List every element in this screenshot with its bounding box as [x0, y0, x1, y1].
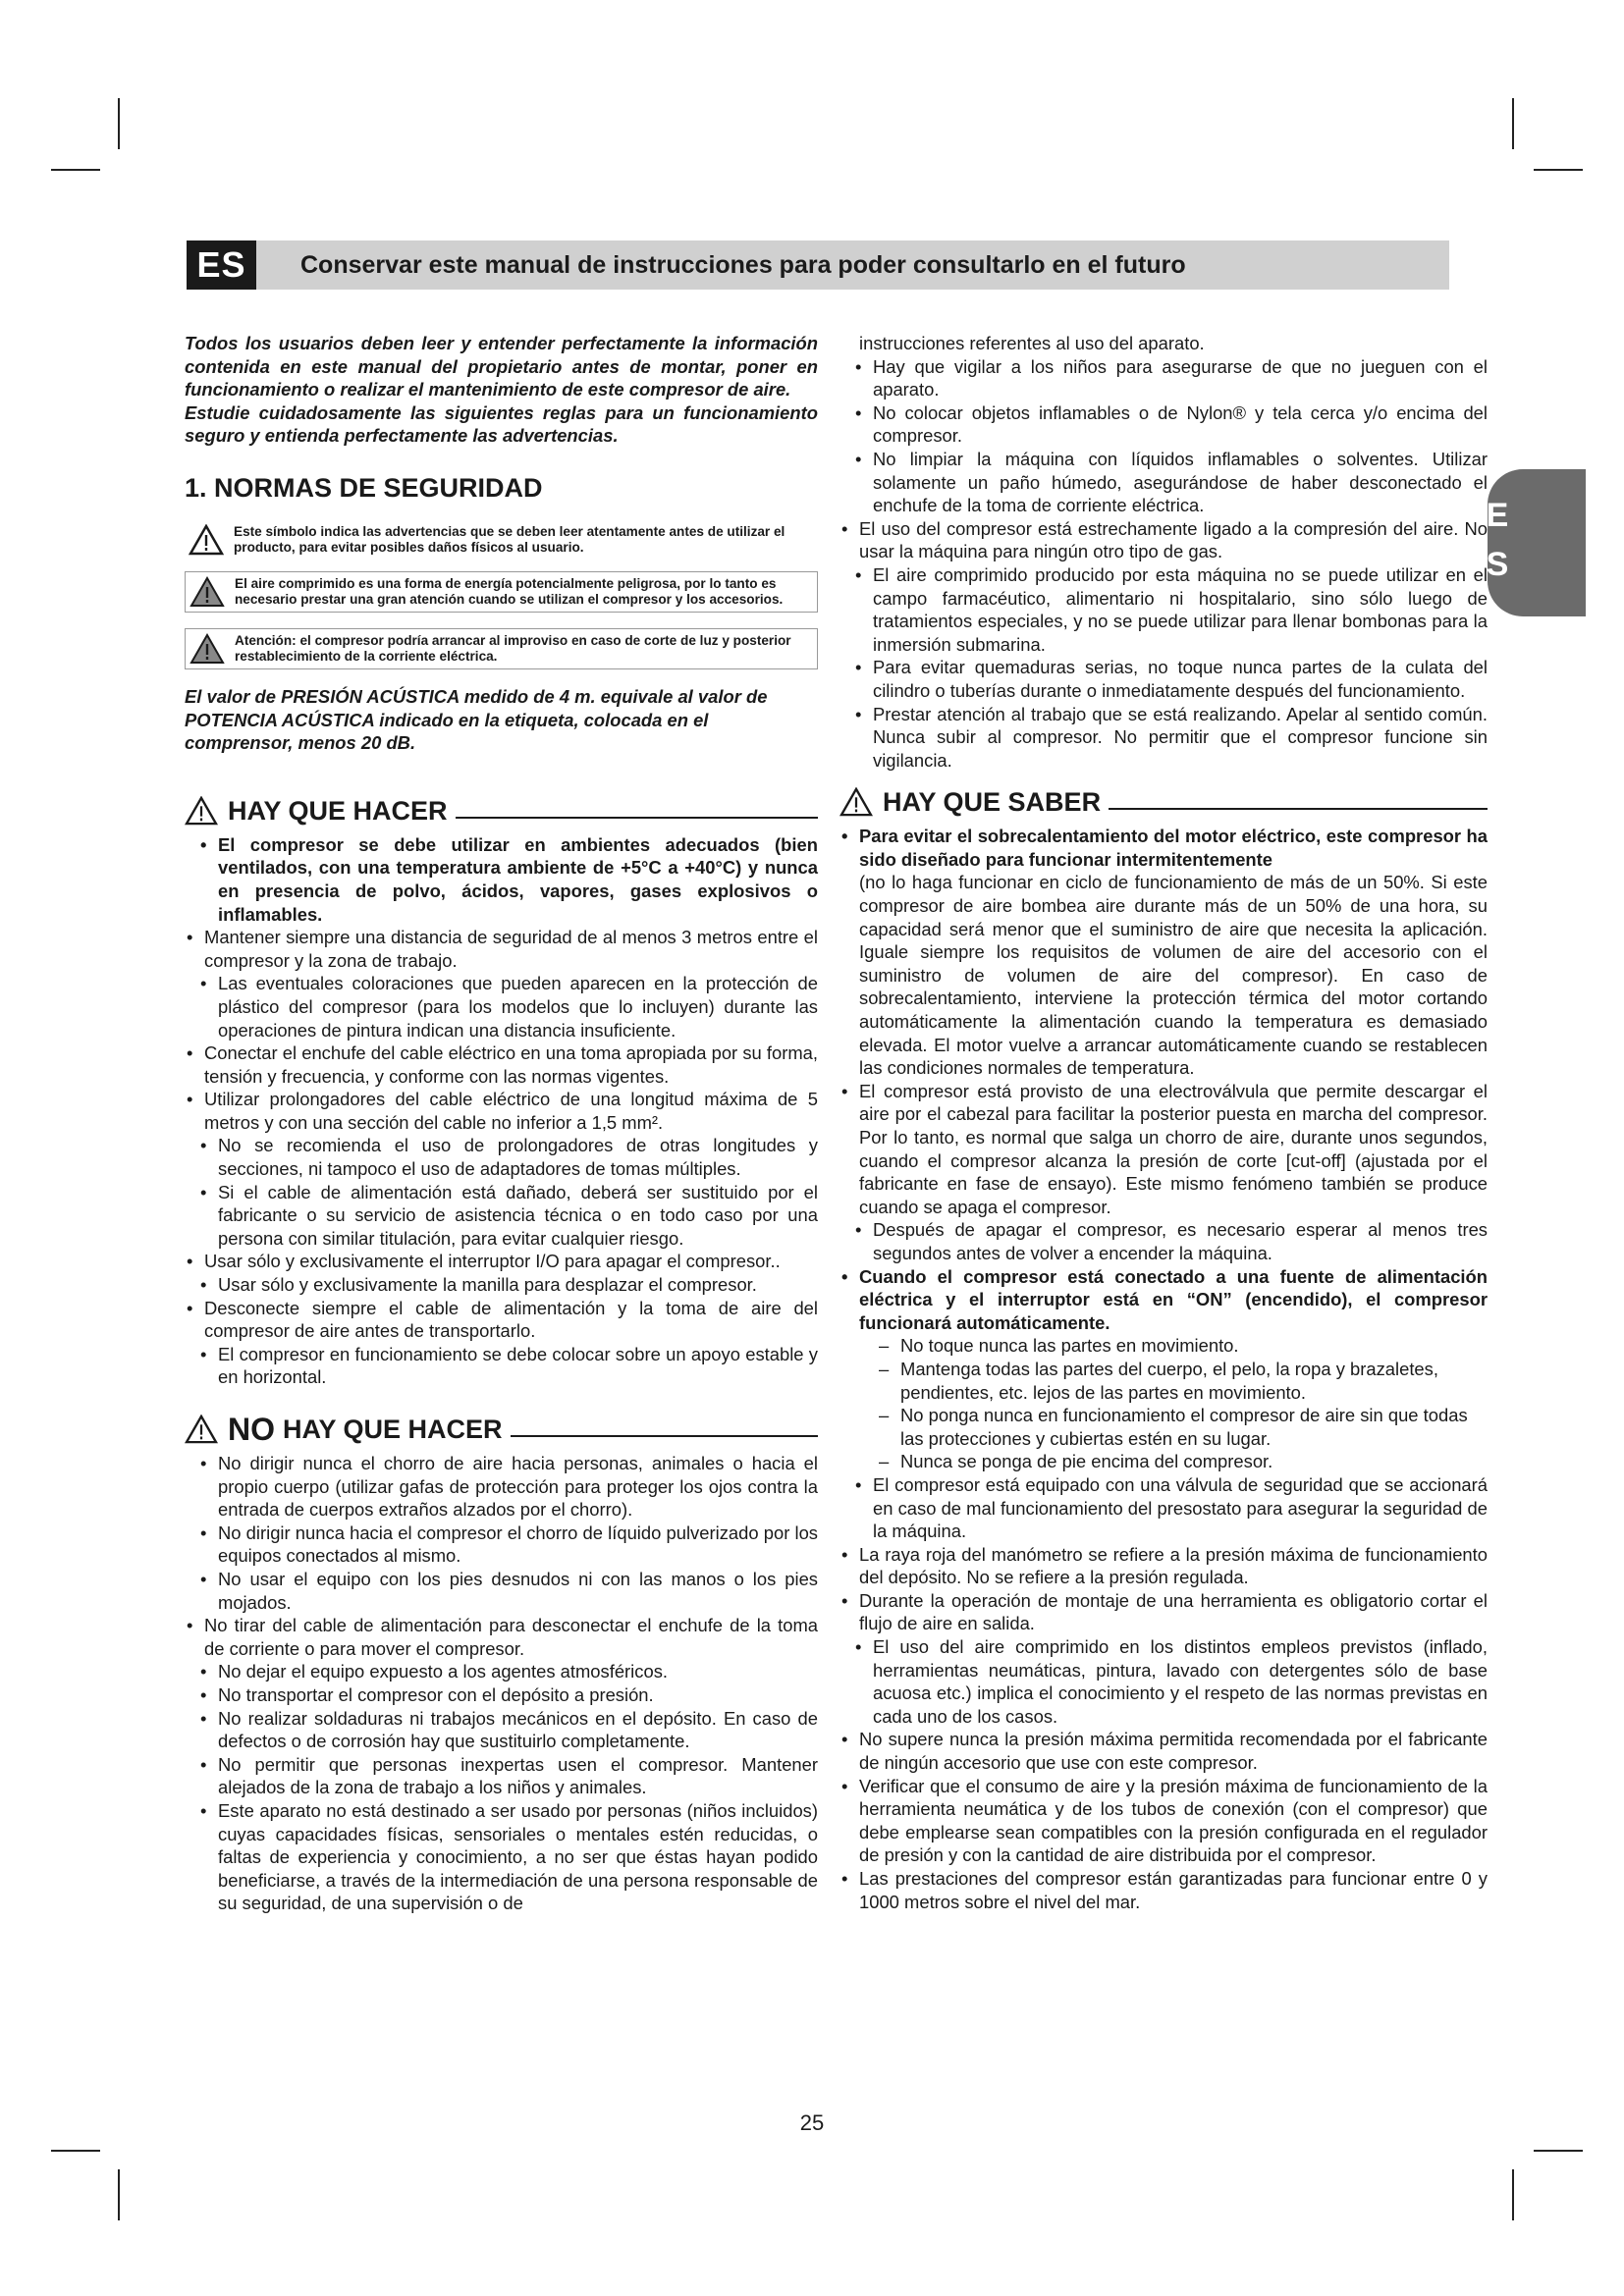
intro-paragraph: Todos los usuarios deben leer y entender perfectamente la información contenida en este manual del propietario antes de montar, poner en funcionamiento o realizar el mantenimiento de este compresor de aire. [185, 333, 818, 400]
section-title: HAY QUE HACER [228, 795, 448, 826]
list-item: • Cuando el compresor está conectado a una fuente de alimentación eléctrica y el interruptor está en “ON” (encendido), el compresor funcionará automáticamente. [839, 1265, 1488, 1335]
do-section-heading [185, 794, 818, 828]
dash-item: – No toque nunca las partes en movimiento. [839, 1334, 1488, 1358]
right-column [839, 332, 1488, 1913]
list-item: • Usar sólo y exclusivamente el interruptor I/O para apagar el compresor.. [185, 1250, 818, 1273]
dash-item: – Nunca se ponga de pie encima del compresor. [839, 1450, 1488, 1473]
list-item: • Prestar atención al trabajo que se está realizando. Apelar al sentido común. Nunca subir al compresor. No permitir que el compresor funcione sin vigilancia. [839, 703, 1488, 773]
list-item: • El compresor se debe utilizar en ambientes adecuados (bien ventilados, con una temperatura ambiente de +5°C a +40°C) y nunca en presencia de polvo, ácidos, vapores, gases explosivos o inflamables. [185, 833, 818, 926]
list-item: • El compresor está equipado con una válvula de seguridad que se accionará en caso de mal funcionamiento del presostato para asegurar la seguridad de la máquina. [839, 1473, 1488, 1543]
language-badge: ES [187, 240, 256, 290]
list-item: • Las prestaciones del compresor están garantizadas para funcionar entre 0 y 1000 metros sobre el nivel del mar. [839, 1867, 1488, 1913]
crop-mark [51, 169, 100, 171]
intro-paragraph: Estudie cuidadosamente las siguientes reglas para un funcionamiento seguro y entienda perfectamente las advertencias. [185, 401, 818, 447]
warning-icon [189, 524, 224, 556]
list-item: • No colocar objetos inflamables o de Nylon® y tela cerca y/o encima del compresor. [839, 401, 1488, 448]
dash-item: – Mantenga todas las partes del cuerpo, el pelo, la ropa y brazaletes, pendientes, etc. lejos de las partes en movimiento. [839, 1358, 1488, 1404]
list-item: • No dirigir nunca hacia el compresor el chorro de líquido pulverizado por los equipos conectados al mismo. [185, 1522, 818, 1568]
warning-icon [185, 1415, 218, 1444]
warning-icon [189, 633, 225, 665]
crop-mark [1512, 98, 1514, 149]
section-title-no: NO [228, 1412, 275, 1447]
list-item: • El uso del compresor está estrechamente ligado a la compresión del aire. No usar la máquina para ningún otro tipo de gas. [839, 517, 1488, 563]
crop-mark [1534, 2150, 1583, 2152]
list-item: • Para evitar quemaduras serias, no toque nunca partes de la culata del cilindro o tuberías durante o inmediatamente después del funcionamiento. [839, 656, 1488, 702]
list-item: • Utilizar prolongadores del cable eléctrico de una longitud máxima de 5 metros y con una sección del cable no inferior a 1,5 mm². [185, 1088, 818, 1134]
list-item: • No supere nunca la presión máxima permitida recomendada por el fabricante de ningún accesorio que use con este compresor. [839, 1728, 1488, 1774]
know-section-heading [839, 785, 1488, 819]
list-item: • Conectar el enchufe del cable eléctrico en una toma apropiada por su forma, tensión y frecuencia, y conforme con las normas vigentes. [185, 1041, 818, 1088]
warning-text: El aire comprimido es una forma de energía potencialmente peligrosa, por lo tanto es necesario prestar una gran atención cuando se utilizan el compresor y los accesorios. [235, 575, 784, 607]
list-item: • Si el cable de alimentación está dañado, deberá ser sustituido por el fabricante o su servicio de asistencia técnica o en todo caso por una persona con similar titulación, para evitar cualquier riesgo. [185, 1181, 818, 1251]
divider [1109, 808, 1488, 810]
list-item: • No transportar el compresor con el depósito a presión. [185, 1683, 818, 1707]
warning-note [185, 571, 818, 613]
list-item: • El compresor en funcionamiento se debe colocar sobre un apoyo estable y en horizontal. [185, 1343, 818, 1389]
list-item: • Desconecte siempre el cable de alimentación y la toma de aire del compresor de aire antes de transportarlo. [185, 1297, 818, 1343]
list-item: • Después de apagar el compresor, es necesario esperar al menos tres segundos antes de volver a encender la máquina. [839, 1218, 1488, 1264]
side-tab-letter: S [1486, 546, 1509, 583]
language-side-tab [1488, 469, 1586, 616]
divider [456, 817, 818, 819]
crop-mark [118, 98, 120, 149]
list-item: • La raya roja del manómetro se refiere a la presión máxima de funcionamiento del depósito. No se refiere a la presión regulada. [839, 1543, 1488, 1589]
header-bar [187, 240, 1449, 290]
list-item: • No usar el equipo con los pies desnudos ni con las manos o los pies mojados. [185, 1568, 818, 1614]
dash-item: – No ponga nunca en funcionamiento el compresor de aire sin que todas las protecciones y cubiertas estén en su lugar. [839, 1404, 1488, 1450]
list-item: • No dejar el equipo expuesto a los agentes atmosféricos. [185, 1660, 818, 1683]
section-title: HAY QUE HACER [283, 1415, 503, 1444]
list-item: • No permitir que personas inexpertas usen el compresor. Mantener alejados de la zona de trabajo a los niños y animales. [185, 1753, 818, 1799]
crop-mark [51, 2150, 100, 2152]
section-title: HAY QUE SABER [883, 787, 1102, 818]
list-item: • El uso del aire comprimido en los distintos empleos previstos (inflado, herramientas neumáticas, pintura, lavado con detergentes sólo de base acuosa etc.) implica el conocimiento y el respeto de las normas previstas en cada uno de los casos. [839, 1635, 1488, 1728]
crop-mark [1512, 2169, 1514, 2220]
list-item: • Verificar que el consumo de aire y la presión máxima de funcionamiento de la herramienta neumática y de los tubos de conexión (con el compresor) que debe emplearse sean compatibles con la presión configurada en el regulador de presión y con la cantidad de aire distribuida por el compresor. [839, 1775, 1488, 1867]
crop-mark [118, 2169, 120, 2220]
list-item: • Para evitar el sobrecalentamiento del motor eléctrico, este compresor ha sido diseñado para funcionar intermitentemente [839, 825, 1488, 871]
page-number: 25 [799, 2110, 825, 2135]
warning-note [185, 524, 818, 556]
list-item: • Este aparato no está destinado a ser usado por personas (niños incluidos) cuyas capacidades físicas, sensoriales o mentales estén reducidas, o faltas de experiencia y conocimiento, a no ser que éstas hayan podido beneficiarse, a través de la intermediación de una persona responsable de su seguridad, de una supervisión o de [185, 1799, 818, 1915]
warning-note [185, 628, 818, 669]
list-item: • No dirigir nunca el chorro de aire hacia personas, animales o hacia el propio cuerpo (utilizar gafas de protección para proteger los ojos contra la entrada de cuerpos extraños alzados por el chorro). [185, 1452, 818, 1522]
list-item: • Mantener siempre una distancia de seguridad de al menos 3 metros entre el compresor y la zona de trabajo. [185, 926, 818, 972]
warning-icon [189, 576, 225, 608]
list-item: • No limpiar la máquina con líquidos inflamables o solventes. Utilizar solamente un paño húmedo, asegurándose de haber desconectado el enchufe de la toma de corriente eléctrica. [839, 448, 1488, 517]
paragraph: (no lo haga funcionar en ciclo de funcionamiento de más de un 50%. Si este compresor de aire bombea aire durante más de un 50% de una hora, su capacidad será menor que el suministro de aire que necesita la aplicación. Iguale siempre los requisitos de volumen de aire del accesorio con el suministro de volumen de aire del compresor). En caso de sobrecalentamiento, interviene la protección térmica del motor cortando automáticamente la alimentación cuando la temperatura es demasiado elevada. El motor vuelve a arrancar automáticamente cuando se restablecen las condiciones normales de temperatura. [859, 872, 1488, 1079]
crop-mark [1534, 169, 1583, 171]
list-item: • Durante la operación de montaje de una herramienta es obligatorio cortar el flujo de aire en salida. [839, 1589, 1488, 1635]
warning-icon [185, 796, 218, 826]
warning-text: Atención: el compresor podría arrancar al improviso en caso de corte de luz y posterior restablecimiento de la corriente eléctrica. [235, 632, 791, 664]
list-item: • Usar sólo y exclusivamente la manilla para desplazar el compresor. [185, 1273, 818, 1297]
dont-section-heading [185, 1413, 818, 1446]
list-item: • No se recomienda el uso de prolongadores de otras longitudes y secciones, ni tampoco el uso de adaptadores de tomas múltiples. [185, 1134, 818, 1180]
warning-text: Este símbolo indica las advertencias que se deben leer atentamente antes de utilizar el producto, para evitar posibles daños físicos al usuario. [234, 523, 785, 555]
sound-pressure-note: El valor de PRESIÓN ACÚSTICA medido de 4 m. equivale al valor de POTENCIA ACÚSTICA indicado en la etiqueta, colocada en el comprensor, menos 20 dB. [185, 685, 768, 754]
warning-icon [839, 787, 873, 817]
divider [511, 1435, 818, 1437]
section-heading: 1. NORMAS DE SEGURIDAD [185, 472, 543, 503]
left-column [185, 332, 818, 1915]
continued-text: instrucciones referentes al uso del aparato. [859, 333, 1205, 353]
list-item: • El aire comprimido producido por esta máquina no se puede utilizar en el campo farmacéutico, alimentario ni hospitalario, sino sólo luego de tratamientos especiales, y no se puede utilizar para llenar bombonas para la inmersión submarina. [839, 563, 1488, 656]
list-item: • El compresor está provisto de una electroválvula que permite descargar el aire por el cabezal para facilitar la posterior puesta en marcha del compresor. Por lo tanto, es normal que salga un chorro de aire, durante unos segundos, cuando el compresor alcanza la presión de corte [cut-off] (ajustada por el fabricante en fase de ensayo). Este mismo fenómeno también se produce cuando se apaga el compresor. [839, 1080, 1488, 1219]
list-item: • Hay que vigilar a los niños para asegurarse de que no jueguen con el aparato. [839, 355, 1488, 401]
list-item: • No realizar soldaduras ni trabajos mecánicos en el depósito. En caso de defectos o de corrosión hay que sustituirlo completamente. [185, 1707, 818, 1753]
list-item: • Las eventuales coloraciones que pueden aparecen en la protección de plástico del compresor (para los modelos que lo incluyen) durante las operaciones de pintura indican una distancia insuficiente. [185, 972, 818, 1041]
side-tab-letter: E [1486, 497, 1509, 534]
list-item: • No tirar del cable de alimentación para desconectar el enchufe de la toma de corriente o para mover el compresor. [185, 1614, 818, 1660]
header-title: Conservar este manual de instrucciones para poder consultarlo en el futuro [300, 251, 1186, 279]
